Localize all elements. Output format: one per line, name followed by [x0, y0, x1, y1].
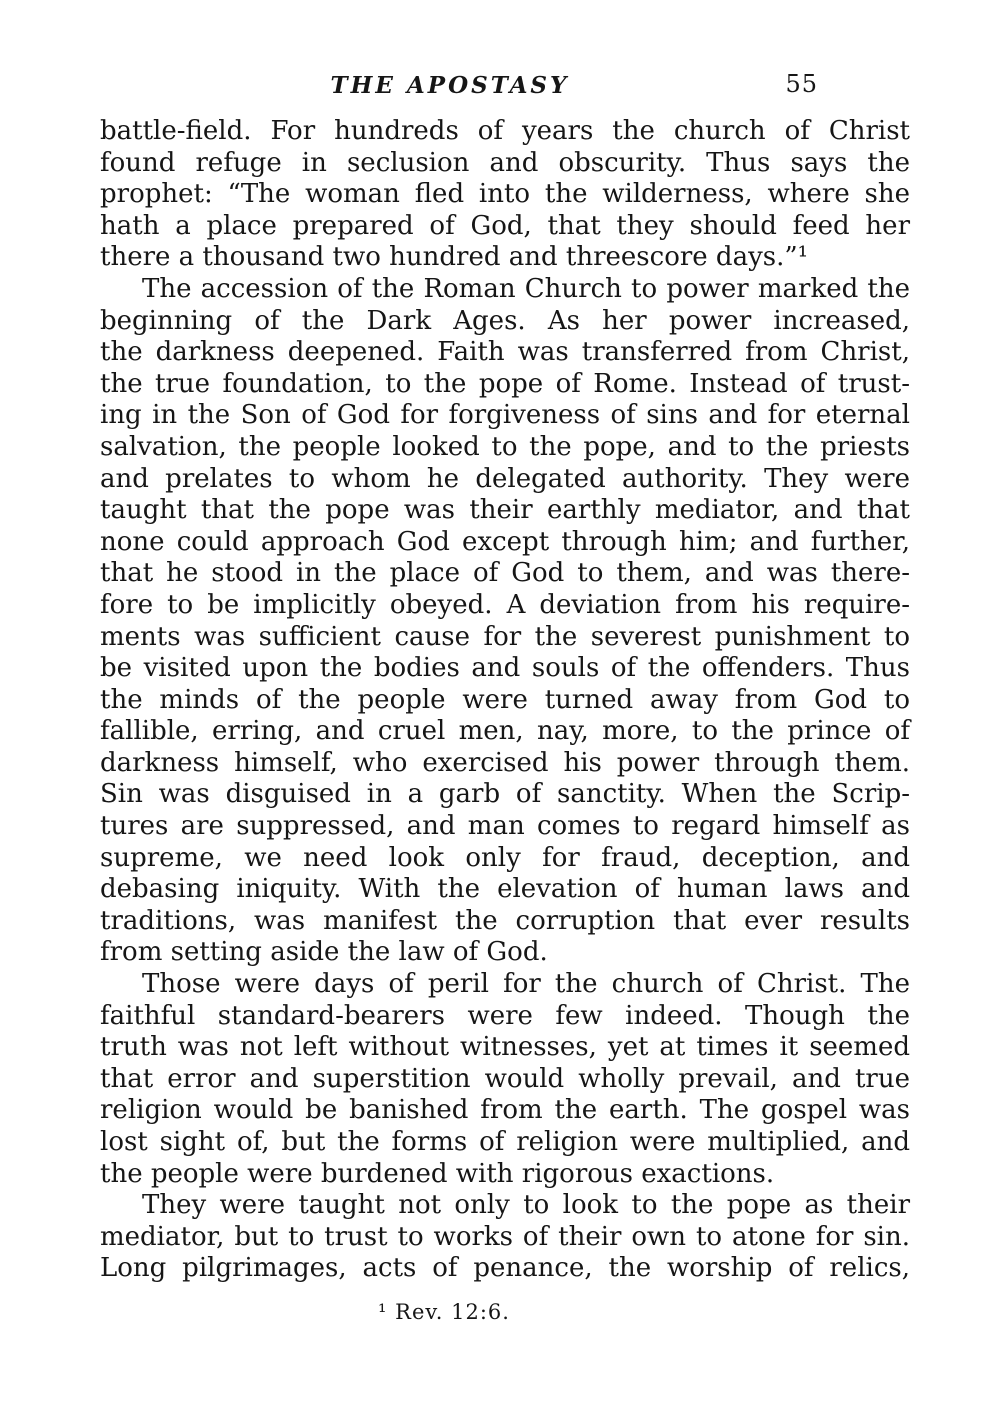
- page-number: 55: [785, 70, 818, 98]
- text-line: the darkness deepened. Faith was transferred from Christ,: [100, 337, 910, 368]
- text-line: faithful standard-bearers were few indeed. Though the: [100, 1000, 910, 1031]
- text-line: hath a place prepared of God, that they should feed her: [100, 210, 910, 241]
- text-line: beginning of the Dark Ages. As her power increased,: [100, 305, 910, 336]
- text-line: ing in the Son of God for forgiveness of sins and for eternal: [100, 400, 910, 431]
- text-line: religion would be banished from the earth. The gospel was: [100, 1095, 910, 1126]
- text-line: truth was not left without witnesses, yet at times it seemed: [100, 1032, 910, 1063]
- text-line: taught that the pope was their earthly mediator, and that: [100, 495, 910, 526]
- text-line: none could approach God except through him; and further,: [100, 526, 910, 557]
- text-line: Sin was disguised in a garb of sanctity. When the Scrip-: [100, 779, 910, 810]
- text-line: that he stood in the place of God to them, and was there-: [100, 558, 910, 589]
- text-line: that error and superstition would wholly prevail, and true: [100, 1063, 910, 1094]
- text-line: prophet: “The woman fled into the wilderness, where she: [100, 179, 910, 210]
- text-line: fallible, erring, and cruel men, nay, more, to the prince of: [100, 716, 910, 747]
- text-line: from setting aside the law of God.: [100, 937, 548, 968]
- text-line: be visited upon the bodies and souls of the offenders. Thus: [100, 653, 910, 684]
- text-line: the people were burdened with rigorous exactions.: [100, 1158, 775, 1189]
- text-line: Long pilgrimages, acts of penance, the worship of relics,: [100, 1253, 910, 1284]
- text-line: debasing iniquity. With the elevation of human laws and: [100, 874, 910, 905]
- text-line: salvation, the people looked to the pope, and to the priests: [100, 431, 910, 462]
- text-line: the minds of the people were turned away from God to: [100, 684, 910, 715]
- text-line: traditions, was manifest the corruption that ever results: [100, 905, 910, 936]
- text-block: [100, 116, 910, 1285]
- running-head-title: THE APOSTASY: [330, 72, 570, 99]
- text-line: there a thousand two hundred and threescore days.”¹: [100, 242, 809, 273]
- text-line: They were taught not only to look to the pope as their: [142, 1190, 910, 1221]
- text-line: fore to be implicitly obeyed. A deviation from his require-: [100, 589, 910, 620]
- text-line: battle-field. For hundreds of years the church of Christ: [100, 116, 910, 146]
- text-line: tures are suppressed, and man comes to regard himself as: [100, 811, 910, 842]
- footnote: ¹ Rev. 12:6.: [378, 1300, 510, 1324]
- running-head: [100, 72, 910, 102]
- text-line: the true foundation, to the pope of Rome. Instead of trust-: [100, 368, 910, 399]
- text-line: mediator, but to trust to works of their own to atone for sin.: [100, 1221, 910, 1252]
- text-line: found refuge in seclusion and obscurity. Thus says the: [100, 147, 910, 178]
- text-line: lost sight of, but the forms of religion were multiplied, and: [100, 1127, 910, 1157]
- text-line: The accession of the Roman Church to power marked the: [142, 273, 910, 304]
- text-line: and prelates to whom he delegated authority. They were: [100, 463, 910, 494]
- text-line: supreme, we need look only for fraud, deception, and: [100, 842, 910, 873]
- text-line: darkness himself, who exercised his power through them.: [100, 747, 910, 778]
- text-line: Those were days of peril for the church of Christ. The: [142, 969, 910, 1000]
- text-line: ments was sufficient cause for the severest punishment to: [100, 621, 910, 652]
